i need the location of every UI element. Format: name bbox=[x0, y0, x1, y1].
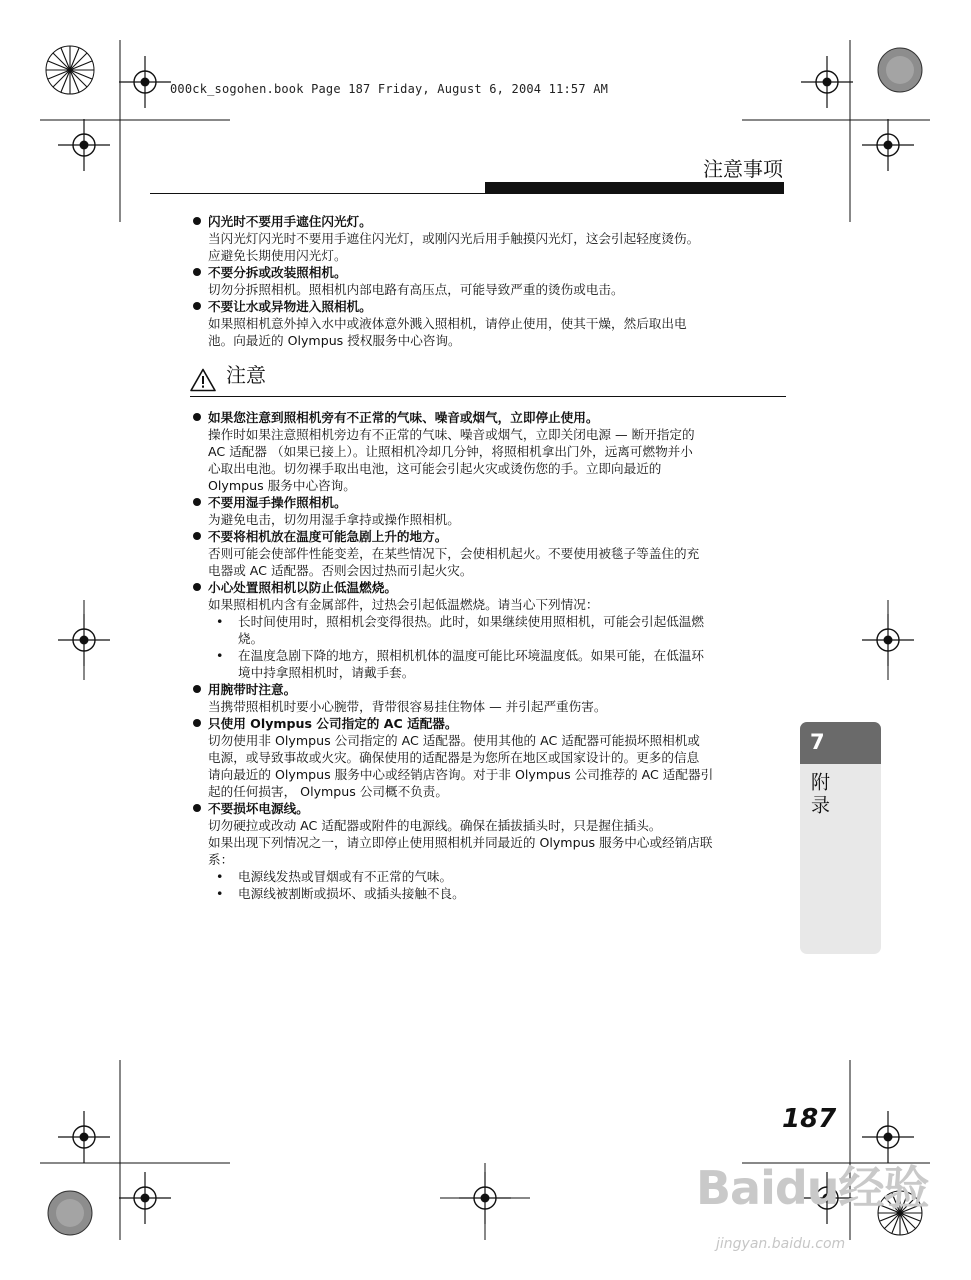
item-body-line: 应避免长期使用闪光灯。 bbox=[208, 248, 347, 263]
item-body-line: Olympus 服务中心咨询。 bbox=[208, 478, 356, 493]
item-body-line: AC 适配器 （如果已接上）。让照相机冷却几分钟，将照相机拿出门外，远离可燃物并小 bbox=[208, 444, 693, 459]
list-item bbox=[190, 800, 786, 902]
sub-bullet bbox=[190, 613, 786, 647]
item-title: 只使用 Olympus 公司指定的 AC 适配器。 bbox=[190, 715, 786, 732]
print-header: 000ck_sogohen.book Page 187 Friday, August 6, 2004 11:57 AM bbox=[170, 82, 609, 96]
warning-triangle-icon bbox=[190, 368, 216, 392]
item-body-line: 起的任何损害， Olympus 公司概不负责。 bbox=[208, 784, 448, 799]
header-rule-thick bbox=[485, 182, 784, 194]
item-body-line: 切勿使用非 Olympus 公司指定的 AC 适配器。使用其他的 AC 适配器可能损坏照相机或 bbox=[208, 733, 700, 748]
sub-bullet-line: • 在温度急剧下降的地方，照相机机体的温度可能比环境温度低。如果可能，在低温环 bbox=[238, 648, 704, 663]
caution-heading bbox=[190, 363, 786, 397]
item-body-line: 心取出电池。切勿裸手取出电池，这可能会引起火灾或烫伤您的手。立即向最近的 bbox=[208, 461, 662, 476]
sub-bullet bbox=[190, 868, 786, 885]
starburst-mark-top-left bbox=[46, 46, 94, 94]
item-title: 如果您注意到照相机旁有不正常的气味、噪音或烟气，立即停止使用。 bbox=[190, 409, 786, 426]
list-item bbox=[190, 409, 786, 494]
watermark-url: jingyan.baidu.com bbox=[716, 1236, 846, 1252]
gray-dot-mark-top-right bbox=[878, 48, 922, 92]
sub-bullet-line: 境中持拿照相机时，请戴手套。 bbox=[238, 665, 415, 680]
sub-bullet-line: • 电源线发热或冒烟或有不正常的气味。 bbox=[238, 869, 453, 884]
sub-bullet-line: • 电源线被割断或损坏、或插头接触不良。 bbox=[238, 886, 465, 901]
caution-title: 注意 bbox=[226, 363, 266, 387]
warning-list bbox=[190, 213, 786, 349]
item-title: 不要用湿手操作照相机。 bbox=[190, 494, 786, 511]
watermark-logo: Baidu经验 bbox=[696, 1161, 929, 1215]
item-body-line: 否则可能会使部件性能变差，在某些情况下，会使相机起火。不要使用被毯子等盖住的充 bbox=[208, 546, 700, 561]
list-item bbox=[190, 264, 786, 298]
chapter-number: 7 bbox=[810, 730, 825, 754]
item-title: 小心处置照相机以防止低温燃烧。 bbox=[190, 579, 786, 596]
item-body-line: 请向最近的 Olympus 服务中心或经销店咨询。对于非 Olympus 公司推荐的 AC 适配器引 bbox=[208, 767, 714, 782]
item-title: 不要让水或异物进入照相机。 bbox=[190, 298, 786, 315]
item-body-line: 当闪光灯闪光时不要用手遮住闪光灯，或刚闪光后用手触摸闪光灯，这会引起轻度烫伤。 bbox=[208, 231, 700, 246]
list-item bbox=[190, 681, 786, 715]
caution-list bbox=[190, 409, 786, 902]
item-body-line: 电源，或导致事故或火灾。确保使用的适配器是为您所在地区或国家设计的。更多的信息 bbox=[208, 750, 700, 765]
item-title: 不要分拆或改装照相机。 bbox=[190, 264, 786, 281]
crosshair-mark bbox=[119, 1172, 171, 1224]
crosshair-mark bbox=[801, 56, 853, 108]
list-item bbox=[190, 528, 786, 579]
list-item bbox=[190, 213, 786, 264]
crosshair-mark bbox=[119, 56, 171, 108]
item-body-line: 如果照相机内含有金属部件，过热会引起低温燃烧。请当心下列情况： bbox=[208, 597, 599, 612]
page-number: 187 bbox=[782, 1104, 837, 1134]
list-item bbox=[190, 298, 786, 349]
item-body-line: 切勿分拆照相机。照相机内部电路有高压点，可能导致严重的烫伤或电击。 bbox=[208, 282, 624, 297]
crosshair-mark bbox=[58, 1111, 110, 1163]
item-body-line: 系： bbox=[208, 852, 234, 867]
item-title: 闪光时不要用手遮住闪光灯。 bbox=[190, 213, 786, 230]
crosshair-mark bbox=[58, 119, 110, 171]
item-title: 用腕带时注意。 bbox=[190, 681, 786, 698]
item-body-line: 为避免电击，切勿用湿手拿持或操作照相机。 bbox=[208, 512, 460, 527]
main-content bbox=[190, 213, 786, 902]
sub-bullet-line: 烧。 bbox=[238, 631, 264, 646]
item-body-line: 如果照相机意外掉入水中或液体意外溅入照相机，请停止使用，使其干燥，然后取出电 bbox=[208, 316, 687, 331]
sub-bullet-line: • 长时间使用时，照相机会变得很热。此时，如果继续使用照相机，可能会引起低温燃 bbox=[238, 614, 704, 629]
item-body-line: 切勿硬拉或改动 AC 适配器或附件的电源线。确保在插拔插头时，只是握住插头。 bbox=[208, 818, 662, 833]
sub-bullet bbox=[190, 647, 786, 681]
item-title: 不要损坏电源线。 bbox=[190, 800, 786, 817]
item-body-line: 电器或 AC 适配器。否则会因过热而引起火灾。 bbox=[208, 563, 473, 578]
item-body-line: 如果出现下列情况之一，请立即停止使用照相机并同最近的 Olympus 服务中心或经销店联 bbox=[208, 835, 713, 850]
crosshair-mark bbox=[862, 119, 914, 171]
list-item bbox=[190, 715, 786, 800]
list-item bbox=[190, 579, 786, 681]
list-item bbox=[190, 494, 786, 528]
sub-bullet bbox=[190, 885, 786, 902]
item-body-line: 当携带照相机时要小心腕带，背带很容易挂住物体 — 并引起严重伤害。 bbox=[208, 699, 607, 714]
chapter-label: 附录 bbox=[808, 772, 830, 818]
header-rule-thin bbox=[150, 193, 485, 194]
item-body-line: 操作时如果注意照相机旁边有不正常的气味、噪音或烟气，立即关闭电源 — 断开指定的 bbox=[208, 427, 695, 442]
gray-dot-mark-bottom-left bbox=[48, 1191, 92, 1235]
item-title: 不要将相机放在温度可能急剧上升的地方。 bbox=[190, 528, 786, 545]
item-body-line: 池。向最近的 Olympus 授权服务中心咨询。 bbox=[208, 333, 461, 348]
section-title: 注意事项 bbox=[703, 157, 783, 181]
